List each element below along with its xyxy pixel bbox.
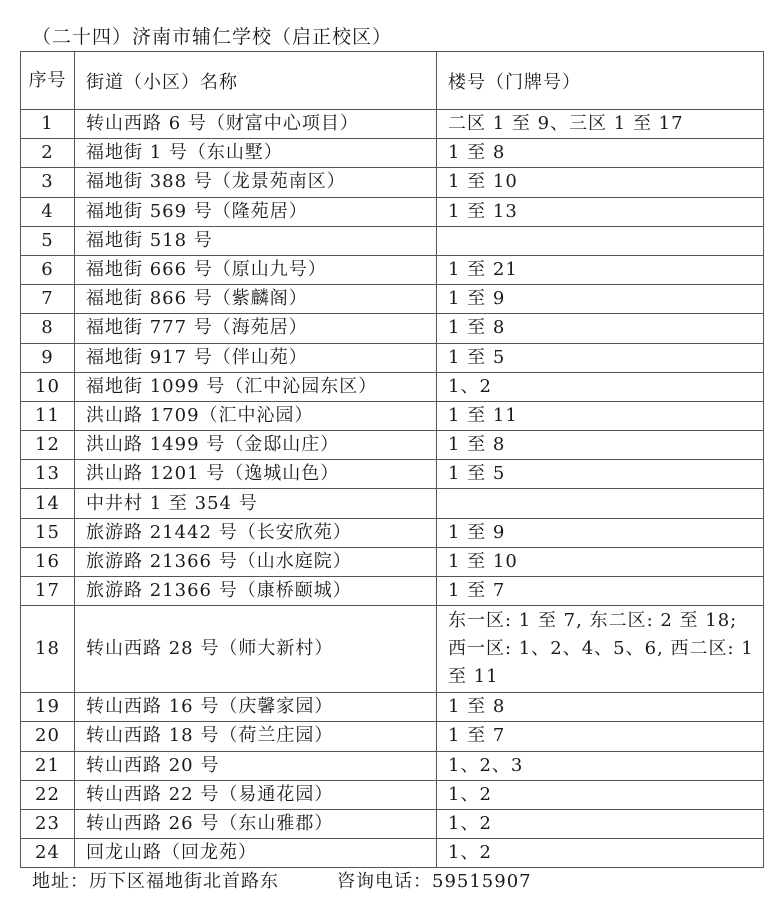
cell-no: 16 [21, 547, 75, 576]
cell-street: 中井村 1 至 354 号 [75, 489, 437, 518]
cell-no: 2 [21, 139, 75, 168]
cell-street: 转山西路 20 号 [75, 751, 437, 780]
cell-units: 1 至 5 [437, 343, 764, 372]
cell-no: 7 [21, 285, 75, 314]
cell-no: 10 [21, 372, 75, 401]
cell-street: 转山西路 26 号（东山雅郡） [75, 809, 437, 838]
cell-no: 13 [21, 460, 75, 489]
cell-units: 二区 1 至 9、三区 1 至 17 [437, 110, 764, 139]
cell-units: 1 至 21 [437, 255, 764, 284]
cell-street: 福地街 569 号（隆苑居） [75, 197, 437, 226]
cell-no: 14 [21, 489, 75, 518]
cell-no: 15 [21, 518, 75, 547]
table-row [21, 460, 764, 489]
header-units: 楼号（门牌号） [437, 52, 764, 110]
cell-units: 1 至 13 [437, 197, 764, 226]
table-row [21, 285, 764, 314]
footer [32, 869, 532, 895]
cell-units: 东一区: 1 至 7, 东二区: 2 至 18; 西一区: 1、2、4、5、6, 西二区: 1 至 11 [437, 606, 764, 693]
cell-street: 福地街 866 号（紫麟阁） [75, 285, 437, 314]
cell-units [437, 489, 764, 518]
table-row [21, 809, 764, 838]
cell-street: 回龙山路（回龙苑） [75, 839, 437, 868]
cell-street: 旅游路 21366 号（康桥颐城） [75, 577, 437, 606]
cell-units: 1 至 11 [437, 401, 764, 430]
cell-units: 1 至 5 [437, 460, 764, 489]
table-row [21, 314, 764, 343]
header-no: 序号 [21, 52, 75, 110]
cell-street: 福地街 777 号（海苑居） [75, 314, 437, 343]
cell-units: 1、2、3 [437, 751, 764, 780]
cell-no: 19 [21, 693, 75, 722]
table-row [21, 197, 764, 226]
cell-no: 8 [21, 314, 75, 343]
cell-units [437, 226, 764, 255]
cell-no: 21 [21, 751, 75, 780]
table-row [21, 343, 764, 372]
table-row [21, 431, 764, 460]
table-row [21, 780, 764, 809]
cell-no: 1 [21, 110, 75, 139]
table-row [21, 751, 764, 780]
table-row [21, 693, 764, 722]
table-row [21, 722, 764, 751]
cell-units: 1 至 9 [437, 285, 764, 314]
cell-street: 旅游路 21442 号（长安欣苑） [75, 518, 437, 547]
cell-street: 福地街 1099 号（汇中沁园东区） [75, 372, 437, 401]
table-body [21, 110, 764, 868]
footer-phone: 咨询电话：59515907 [337, 871, 532, 892]
cell-street: 转山西路 28 号（师大新村） [75, 606, 437, 693]
table-row [21, 139, 764, 168]
cell-street: 福地街 388 号（龙景苑南区） [75, 168, 437, 197]
table-row [21, 168, 764, 197]
cell-units: 1 至 8 [437, 431, 764, 460]
table-row [21, 489, 764, 518]
cell-units: 1 至 10 [437, 547, 764, 576]
cell-no: 22 [21, 780, 75, 809]
table-row [21, 372, 764, 401]
table-row [21, 606, 764, 693]
cell-no: 6 [21, 255, 75, 284]
table-row [21, 255, 764, 284]
cell-units: 1、2 [437, 839, 764, 868]
cell-no: 23 [21, 809, 75, 838]
cell-street: 洪山路 1709（汇中沁园） [75, 401, 437, 430]
table-row [21, 226, 764, 255]
cell-no: 24 [21, 839, 75, 868]
cell-street: 福地街 666 号（原山九号） [75, 255, 437, 284]
cell-units: 1、2 [437, 372, 764, 401]
cell-units: 1 至 8 [437, 693, 764, 722]
table-row [21, 518, 764, 547]
cell-units: 1 至 7 [437, 722, 764, 751]
cell-street: 转山西路 22 号（易通花园） [75, 780, 437, 809]
table-row [21, 839, 764, 868]
cell-no: 17 [21, 577, 75, 606]
cell-street: 洪山路 1201 号（逸城山色） [75, 460, 437, 489]
cell-street: 福地街 917 号（伴山苑） [75, 343, 437, 372]
cell-street: 福地街 1 号（东山墅） [75, 139, 437, 168]
cell-no: 4 [21, 197, 75, 226]
cell-units: 1 至 8 [437, 314, 764, 343]
table-row [21, 577, 764, 606]
table-row [21, 547, 764, 576]
table-row [21, 401, 764, 430]
cell-units: 1 至 8 [437, 139, 764, 168]
footer-address: 地址：历下区福地街北首路东 [32, 871, 279, 892]
cell-no: 11 [21, 401, 75, 430]
cell-street: 旅游路 21366 号（山水庭院） [75, 547, 437, 576]
header-street: 街道（小区）名称 [75, 52, 437, 110]
cell-street: 转山西路 18 号（荷兰庄园） [75, 722, 437, 751]
table-row [21, 110, 764, 139]
cell-no: 5 [21, 226, 75, 255]
cell-no: 3 [21, 168, 75, 197]
cell-units: 1 至 10 [437, 168, 764, 197]
cell-units: 1 至 9 [437, 518, 764, 547]
cell-street: 洪山路 1499 号（金邸山庄） [75, 431, 437, 460]
cell-street: 转山西路 16 号（庆馨家园） [75, 693, 437, 722]
cell-no: 9 [21, 343, 75, 372]
cell-units: 1、2 [437, 780, 764, 809]
cell-street: 转山西路 6 号（财富中心项目） [75, 110, 437, 139]
cell-no: 12 [21, 431, 75, 460]
cell-no: 20 [21, 722, 75, 751]
school-zone-table [20, 51, 764, 868]
cell-street: 福地街 518 号 [75, 226, 437, 255]
cell-no: 18 [21, 606, 75, 693]
cell-units: 1 至 7 [437, 577, 764, 606]
cell-units: 1、2 [437, 809, 764, 838]
table-header-row [21, 52, 764, 110]
document-title: （二十四）济南市辅仁学校（启正校区） [32, 26, 393, 48]
